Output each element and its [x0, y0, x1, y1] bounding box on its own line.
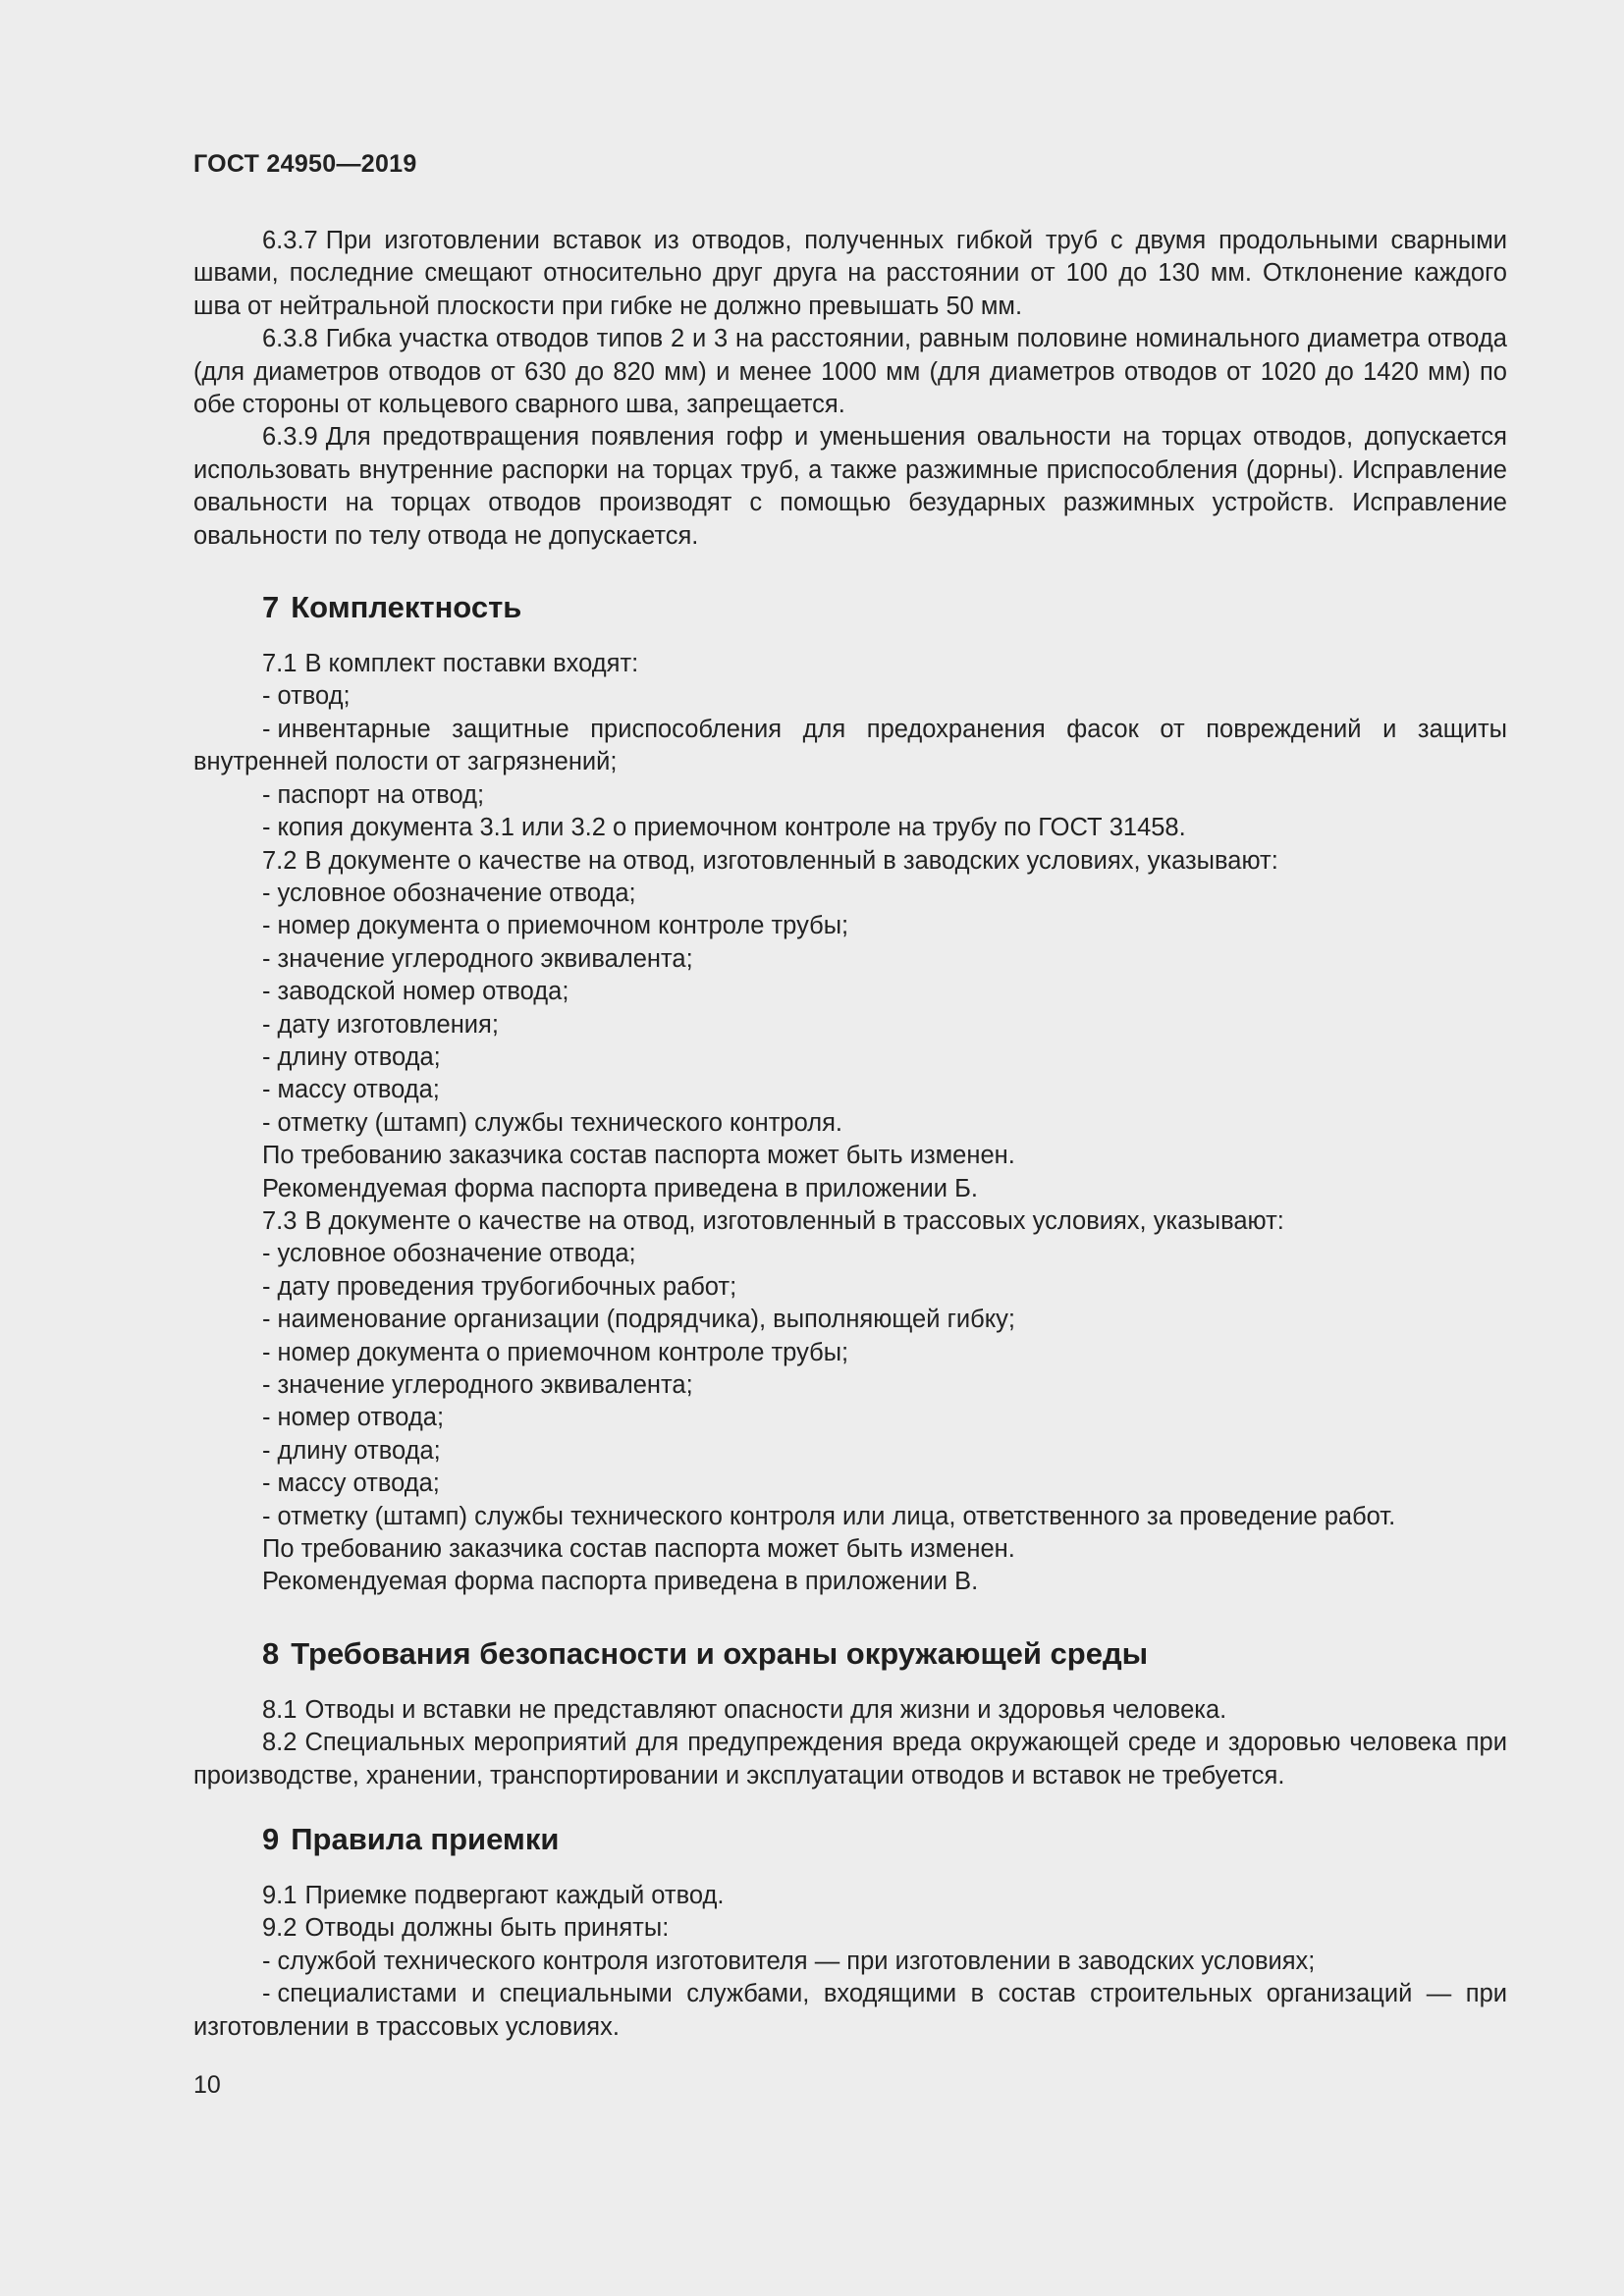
- clause-text: В документе о качестве на отвод, изготовленный в трассовых условиях, указывают:: [304, 1206, 1284, 1235]
- list-item: [193, 1238, 1507, 1270]
- list-dash: -: [262, 715, 271, 743]
- section-heading-9: [193, 1820, 1507, 1859]
- list-item: [193, 1468, 1507, 1500]
- list-item: [193, 812, 1507, 844]
- list-dash: -: [262, 1240, 271, 1268]
- list-item-text: массу отвода;: [277, 1469, 440, 1498]
- list-dash: -: [262, 1306, 271, 1334]
- list-item: [193, 976, 1507, 1008]
- list-item-text: службой технического контроля изготовителя — при изготовлении в заводских условиях;: [277, 1947, 1316, 1975]
- clause-text: Специальных мероприятий для предупреждения вреда окружающей среде и здоровью человека при производстве, хранении, транспортировании и эксплуатации отводов и вставок не требуется.: [193, 1729, 1507, 1789]
- paragraph-9-2: [193, 1912, 1507, 1945]
- list-dash: -: [262, 944, 271, 973]
- list-item-text: длину отвода;: [277, 1042, 441, 1071]
- paragraph-6-3-9: [193, 421, 1507, 553]
- section-number: 9: [262, 1822, 280, 1857]
- list-item-text: массу отвода;: [277, 1076, 440, 1104]
- list-dash: -: [262, 1108, 271, 1137]
- document-body: [193, 225, 1507, 2044]
- paragraph-9-1: [193, 1880, 1507, 1912]
- clause-number: 8.1: [262, 1695, 298, 1724]
- clause-text: Гибка участка отводов типов 2 и 3 на расстоянии, равным половине номинального диаметра отвода (для диаметров отводов от 630 до 820 мм) и менее 1000 мм (для диаметров отводов от 1020 до 1420 мм) по обе стороны от кольцевого сварного шва, запрещается.: [193, 325, 1507, 419]
- list-item-text: отметку (штамп) службы технического контроля или лица, ответственного за проведение работ.: [277, 1502, 1396, 1530]
- clause-text: Отводы должны быть приняты:: [304, 1914, 670, 1943]
- list-dash: -: [262, 1272, 271, 1301]
- list-item: [193, 1074, 1507, 1106]
- list-item-text: инвентарные защитные приспособления для предохранения фасок от повреждений и защиты внутренней полости от загрязнений;: [193, 715, 1507, 776]
- list-item: [193, 1041, 1507, 1074]
- list-item: [193, 680, 1507, 713]
- list-dash: -: [262, 1502, 271, 1530]
- list-dash: -: [262, 978, 271, 1006]
- list-item: [193, 910, 1507, 942]
- clause-number: 8.2: [262, 1729, 298, 1757]
- list-item: [193, 1107, 1507, 1140]
- list-item-text: условное обозначение отвода;: [277, 879, 636, 907]
- document-header: ГОСТ 24950—2019: [193, 150, 417, 178]
- list-dash: -: [262, 1371, 271, 1399]
- clause-number: 6.3.7: [262, 227, 318, 254]
- list-item-text: копия документа 3.1 или 3.2 о приемочном контроле на трубу по ГОСТ 31458.: [277, 814, 1186, 842]
- list-item-text: дату проведения трубогибочных работ;: [277, 1272, 737, 1301]
- clause-text: В комплект поставки входят:: [304, 650, 639, 678]
- clause-number: 7.2: [262, 846, 298, 875]
- clause-text: Приемке подвергают каждый отвод.: [304, 1882, 725, 1910]
- section-heading-7: [193, 588, 1507, 627]
- list-dash: -: [262, 1076, 271, 1104]
- list-item-text: номер документа о приемочном контроле трубы;: [277, 1338, 849, 1366]
- paragraph-7-2: [193, 845, 1507, 878]
- paragraph-8-2: [193, 1727, 1507, 1792]
- clause-number: 9.2: [262, 1914, 298, 1943]
- list-dash: -: [262, 1042, 271, 1071]
- section-title: Комплектность: [291, 590, 522, 625]
- list-dash: -: [262, 1469, 271, 1498]
- clause-text: Для предотвращения появления гофр и уменьшения овальности на торцах отводов, допускается использовать внутренние распорки на торцах труб, а также разжимные приспособления (дорны). Исправление овальности на торцах отводов производят с помощью безударных разжимных устройств. Исправление овальности по телу отвода не допускается.: [193, 423, 1507, 550]
- clause-number: 6.3.9: [262, 423, 318, 452]
- list-item-text: отвод;: [277, 682, 351, 711]
- paragraph-6-3-7: [193, 225, 1507, 323]
- list-item-text: номер отвода;: [277, 1404, 445, 1432]
- list-dash: -: [262, 1947, 271, 1975]
- list-item-text: наименование организации (подрядчика), выполняющей гибку;: [277, 1306, 1015, 1334]
- paragraph-7-1: [193, 648, 1507, 680]
- list-item: [193, 1304, 1507, 1336]
- list-dash: -: [262, 1338, 271, 1366]
- list-item-text: дату изготовления;: [277, 1010, 499, 1039]
- list-dash: -: [262, 1436, 271, 1465]
- list-item-text: специалистами и специальными службами, входящими в состав строительных организаций — при изготовлении в трассовых условиях.: [193, 1980, 1507, 2041]
- list-item: [193, 878, 1507, 910]
- section-heading-8: [193, 1634, 1507, 1674]
- list-item: [193, 714, 1507, 779]
- list-7-3: [193, 1238, 1507, 1533]
- list-dash: -: [262, 814, 271, 842]
- list-item: [193, 943, 1507, 976]
- list-item: [193, 1946, 1507, 1978]
- list-item: [193, 1402, 1507, 1434]
- clause-number: 7.1: [262, 650, 298, 678]
- list-item-text: отметку (штамп) службы технического контроля.: [277, 1108, 842, 1137]
- section-number: 7: [262, 590, 280, 625]
- page-number: 10: [193, 2071, 221, 2099]
- list-item-text: длину отвода;: [277, 1436, 441, 1465]
- list-item-text: паспорт на отвод;: [277, 780, 485, 809]
- clause-number: 9.1: [262, 1882, 298, 1910]
- list-item: [193, 1435, 1507, 1468]
- list-item-text: номер документа о приемочном контроле трубы;: [277, 912, 849, 940]
- clause-number: 7.3: [262, 1206, 298, 1235]
- list-item: [193, 1337, 1507, 1369]
- list-item: [193, 1369, 1507, 1402]
- list-dash: -: [262, 1404, 271, 1432]
- list-item-text: значение углеродного эквивалента;: [277, 944, 693, 973]
- list-item: [193, 779, 1507, 812]
- note-paragraph: Рекомендуемая форма паспорта приведена в приложении В.: [262, 1568, 979, 1596]
- list-item-text: значение углеродного эквивалента;: [277, 1371, 693, 1399]
- section-number: 8: [262, 1635, 280, 1671]
- clause-text: Отводы и вставки не представляют опасности для жизни и здоровья человека.: [304, 1695, 1227, 1724]
- list-dash: -: [262, 1980, 271, 2008]
- paragraph-8-1: [193, 1694, 1507, 1727]
- list-item: [193, 1271, 1507, 1304]
- clause-text: В документе о качестве на отвод, изготовленный в заводских условиях, указывают:: [304, 846, 1278, 875]
- list-item: [193, 1501, 1507, 1533]
- note-paragraph: Рекомендуемая форма паспорта приведена в приложении Б.: [262, 1174, 978, 1202]
- list-item: [193, 1009, 1507, 1041]
- list-dash: -: [262, 1010, 271, 1039]
- clause-text: При изготовлении вставок из отводов, полученных гибкой труб с двумя продольными сварными швами, последние смещают относительно друг друга на расстоянии от 100 до 130 мм. Отклонение каждого шва от нейтральной плоскости при гибке не должно превышать 50 мм.: [193, 227, 1507, 320]
- list-dash: -: [262, 879, 271, 907]
- list-dash: -: [262, 780, 271, 809]
- paragraph-6-3-8: [193, 323, 1507, 421]
- list-7-2: [193, 878, 1507, 1140]
- list-item: [193, 1978, 1507, 2044]
- note-paragraph: По требованию заказчика состав паспорта может быть изменен.: [262, 1142, 1015, 1170]
- note-paragraph: По требованию заказчика состав паспорта может быть изменен.: [262, 1535, 1015, 1564]
- section-title: Правила приемки: [291, 1822, 560, 1857]
- list-item-text: условное обозначение отвода;: [277, 1240, 636, 1268]
- list-item-text: заводской номер отвода;: [277, 978, 569, 1006]
- list-dash: -: [262, 682, 271, 711]
- paragraph-7-3: [193, 1205, 1507, 1238]
- list-dash: -: [262, 912, 271, 940]
- section-title: Требования безопасности и охраны окружающей среды: [291, 1635, 1149, 1671]
- clause-number: 6.3.8: [262, 325, 318, 353]
